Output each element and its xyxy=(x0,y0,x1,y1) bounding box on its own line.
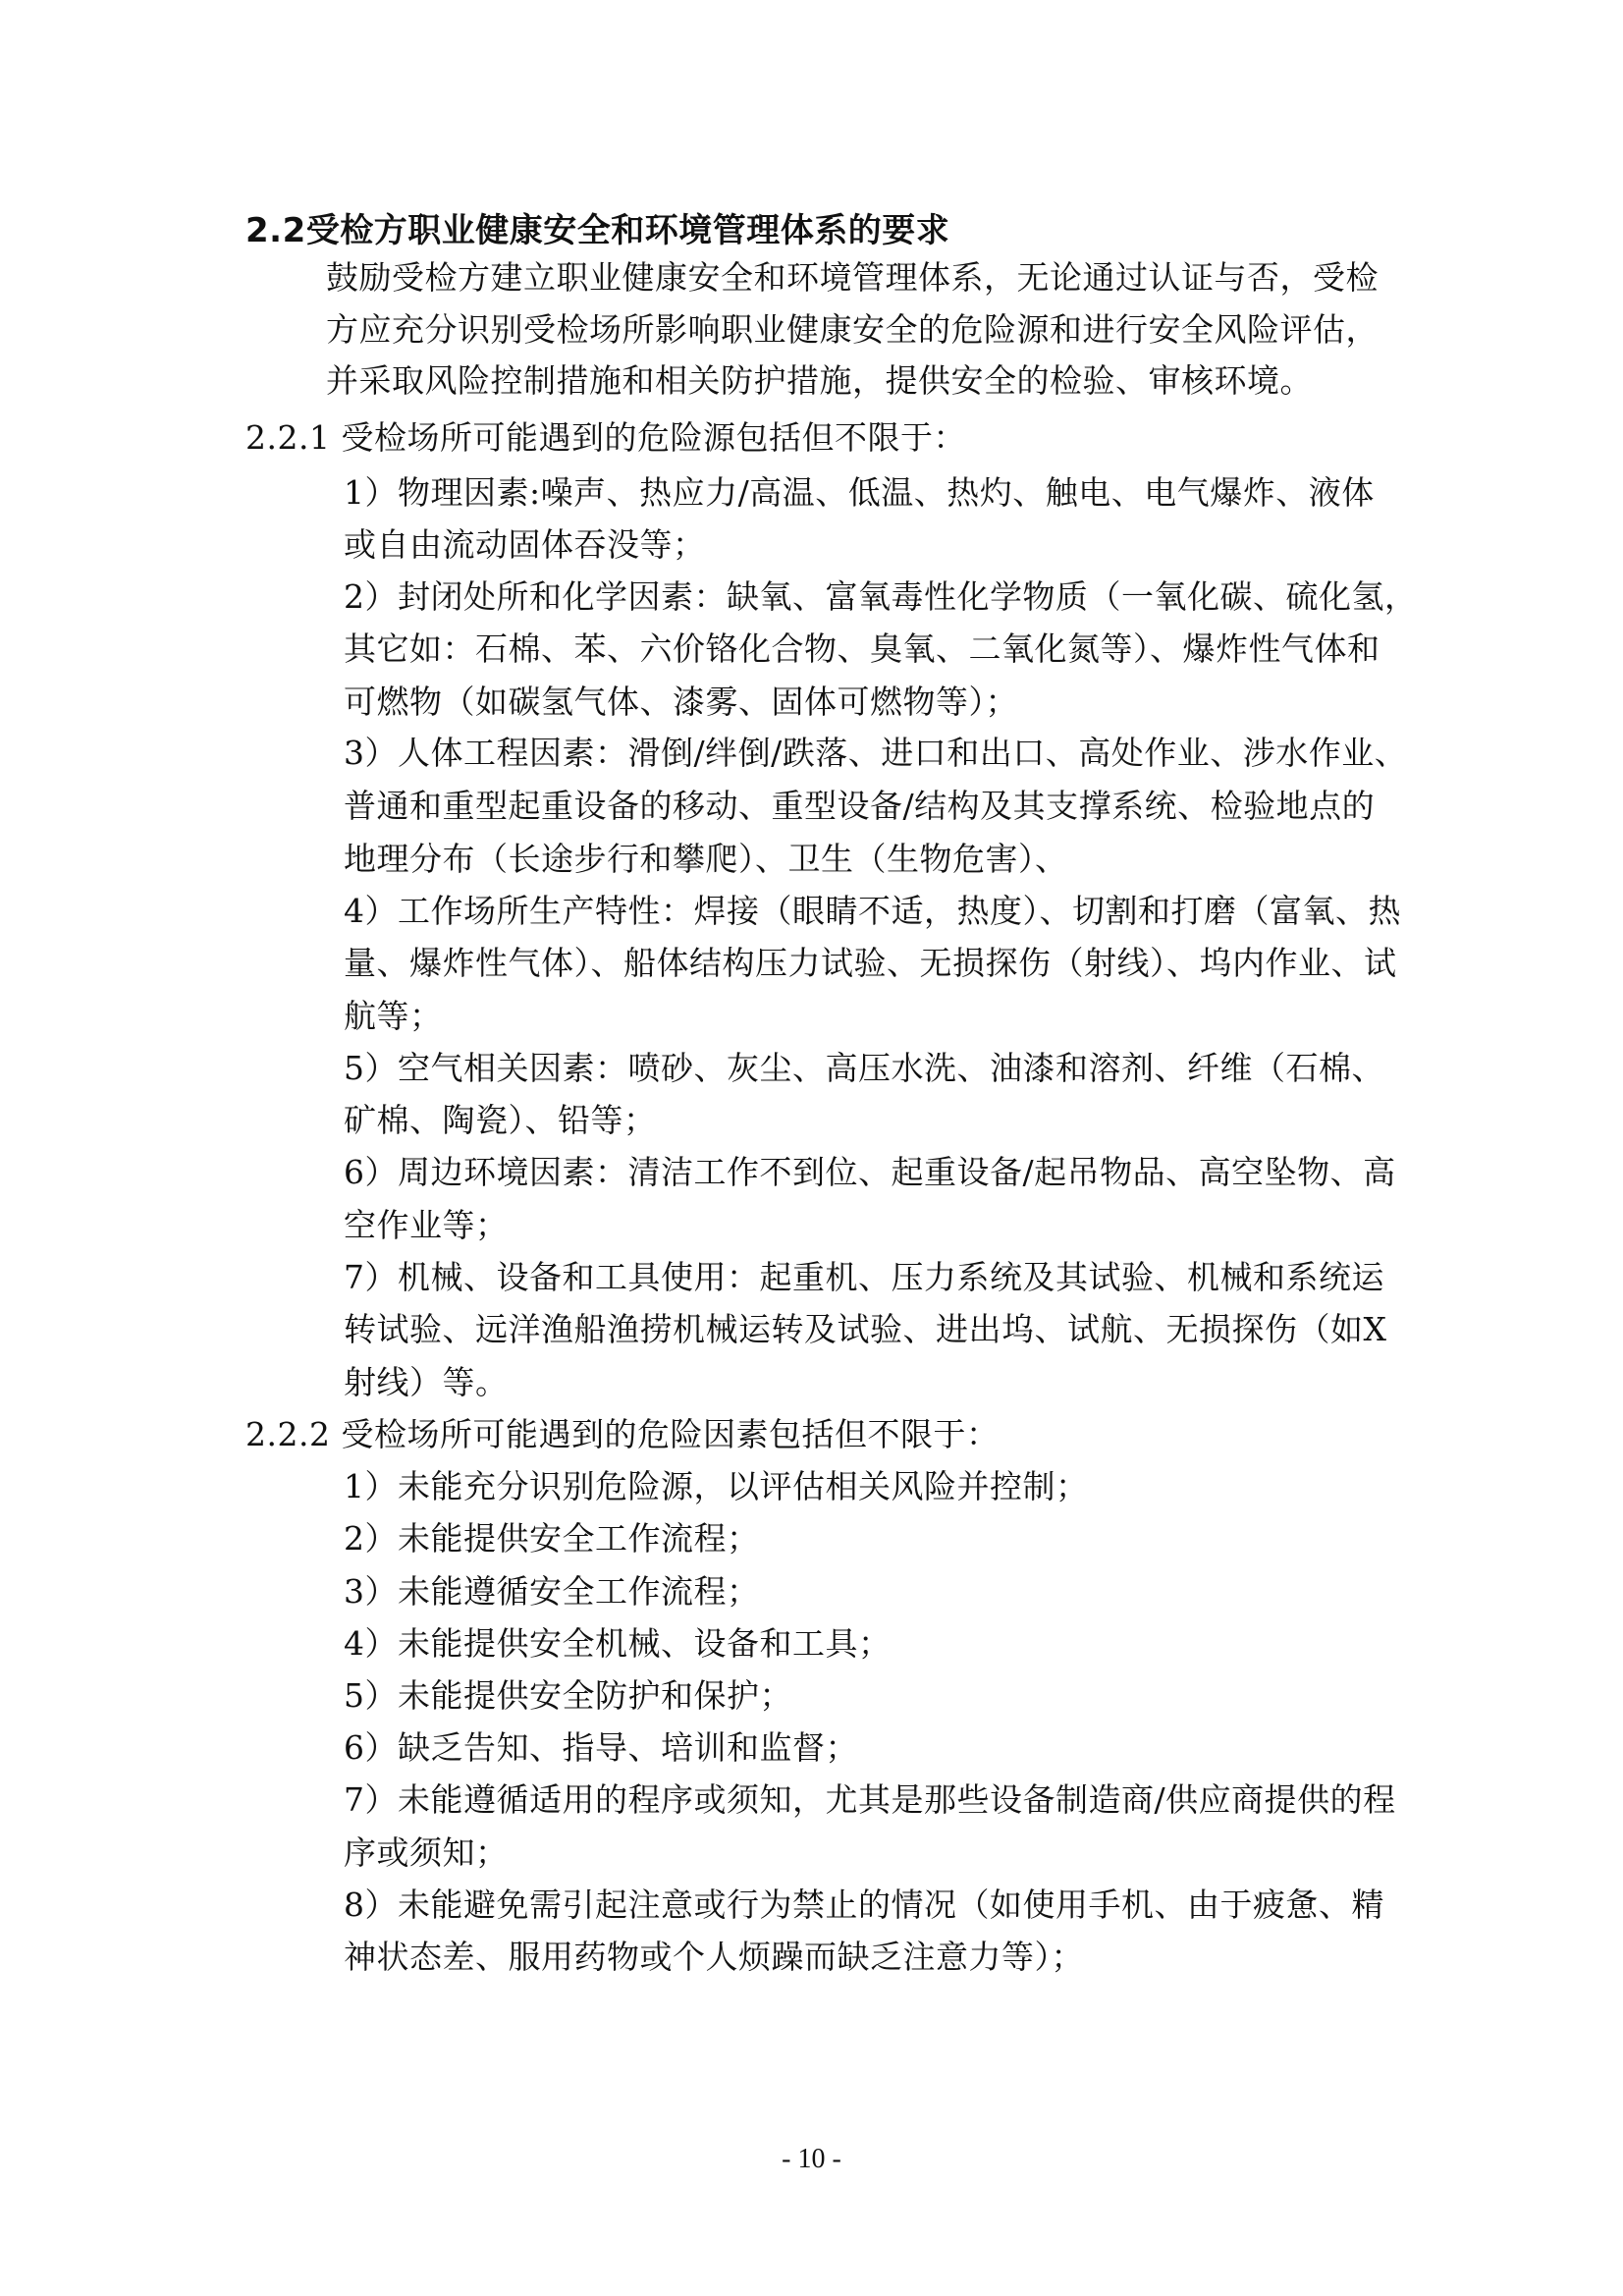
list-line: 7）机械、设备和工具使用：起重机、压力系统及其试验、机械和系统运 xyxy=(344,1258,1384,1296)
list-line: 量、爆炸性气体）、船体结构压力试验、无损探伤（射线）、坞内作业、试 xyxy=(344,944,1397,982)
list-line: 6）周边环境因素：清洁工作不到位、起重设备/起吊物品、高空坠物、高 xyxy=(344,1153,1396,1191)
list-line: 序或须知； xyxy=(344,1833,509,1872)
subsection-heading-2-2-1: 2.2.1 受检场所可能遇到的危险源包括但不限于： xyxy=(245,418,966,457)
list-line: 转试验、远洋渔船渔捞机械运转及试验、进出坞、试航、无损探伤（如X xyxy=(344,1310,1387,1348)
list-line: 地理分布（长途步行和攀爬）、卫生（生物危害）、 xyxy=(344,840,1068,878)
list-line: 射线）等。 xyxy=(344,1363,509,1401)
list-line: 6）缺乏告知、指导、培训和监督； xyxy=(344,1728,858,1767)
intro-line-1: 鼓励受检方建立职业健康安全和环境管理体系，无论通过认证与否，受检 xyxy=(326,258,1379,297)
subsection-heading-2-2-2: 2.2.2 受检场所可能遇到的危险因素包括但不限于： xyxy=(245,1415,1000,1453)
list-line: 神状态差、服用药物或个人烦躁而缺乏注意力等）； xyxy=(344,1938,1084,1976)
list-line: 4）未能提供安全机械、设备和工具； xyxy=(344,1624,892,1663)
list-line: 1）未能充分识别危险源，以评估相关风险并控制； xyxy=(344,1467,1089,1505)
list-line: 2）封闭处所和化学因素：缺氧、富氧毒性化学物质（一氧化碳、硫化氢， xyxy=(344,577,1418,616)
list-line: 航等； xyxy=(344,997,443,1035)
list-line: 3）人体工程因素：滑倒/绊倒/跌落、进口和出口、高处作业、涉水作业、 xyxy=(344,734,1408,772)
list-line: 可燃物（如碳氢气体、漆雾、固体可燃物等）； xyxy=(344,683,1018,721)
list-line: 4）工作场所生产特性：焊接（眼睛不适，热度）、切割和打磨（富氧、热 xyxy=(344,892,1401,930)
list-line: 1）物理因素:噪声、热应力/高温、低温、热灼、触电、电气爆炸、液体 xyxy=(344,473,1375,512)
list-line: 或自由流动固体吞没等； xyxy=(344,525,706,564)
list-line: 其它如：石棉、苯、六价铬化合物、臭氧、二氧化氮等）、爆炸性气体和 xyxy=(344,629,1380,668)
list-line: 3）未能遵循安全工作流程； xyxy=(344,1572,760,1611)
list-line: 8）未能避免需引起注意或行为禁止的情况（如使用手机、由于疲惫、精 xyxy=(344,1886,1384,1924)
list-line: 5）空气相关因素：喷砂、灰尘、高压水洗、油漆和溶剂、纤维（石棉、 xyxy=(344,1049,1384,1087)
page-number: - 10 - xyxy=(782,2144,841,2174)
list-line: 7）未能遵循适用的程序或须知，尤其是那些设备制造商/供应商提供的程 xyxy=(344,1780,1396,1819)
intro-line-3: 并采取风险控制措施和相关防护措施，提供安全的检验、审核环境。 xyxy=(326,361,1313,400)
list-line: 矿棉、陶瓷）、铅等； xyxy=(344,1101,657,1139)
list-line: 空作业等； xyxy=(344,1206,509,1244)
list-line: 5）未能提供安全防护和保护； xyxy=(344,1676,792,1715)
list-line: 2）未能提供安全工作流程； xyxy=(344,1519,760,1558)
section-title: 2.2受检方职业健康安全和环境管理体系的要求 xyxy=(245,211,950,250)
intro-line-2: 方应充分识别受检场所影响职业健康安全的危险源和进行安全风险评估， xyxy=(326,310,1379,349)
list-line: 普通和重型起重设备的移动、重型设备/结构及其支撑系统、检验地点的 xyxy=(344,787,1376,825)
